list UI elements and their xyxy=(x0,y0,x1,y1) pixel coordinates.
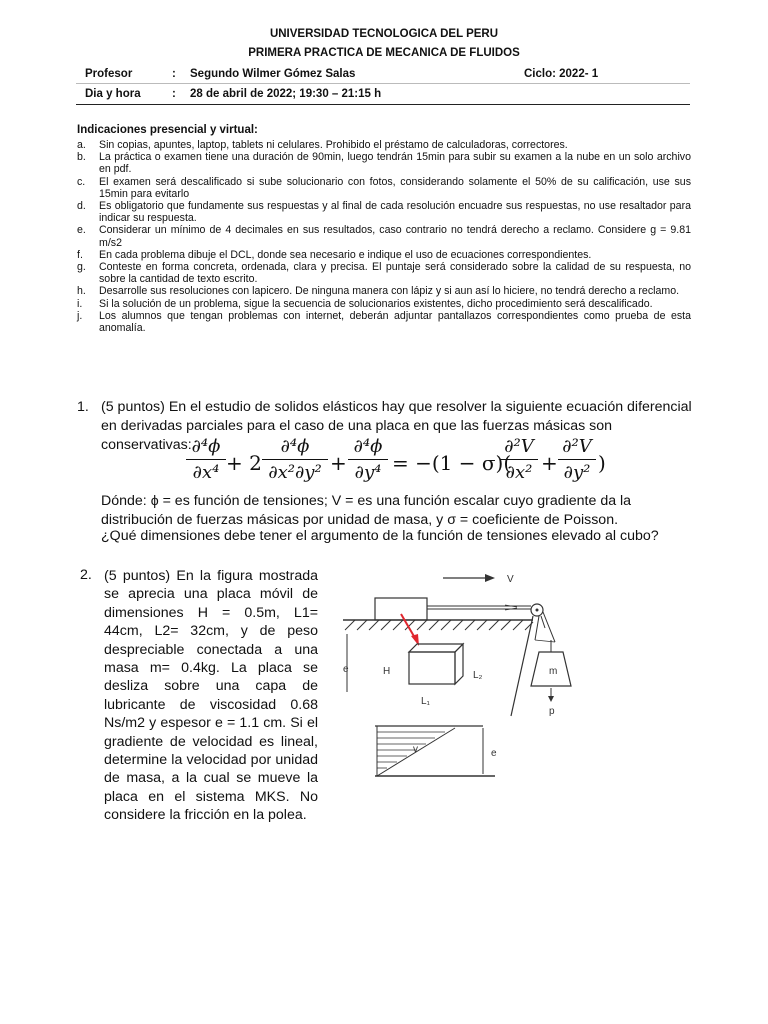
equation-rhs: = −(1 − σ)( xyxy=(392,451,512,475)
equation-term-2 xyxy=(262,436,328,483)
instruction-item xyxy=(77,151,691,175)
plate-box-top xyxy=(409,644,463,652)
term-1-denominator: ∂x⁴ xyxy=(192,462,220,483)
pulley-support xyxy=(511,616,533,716)
instructions-title: Indicaciones presencial y virtual: xyxy=(77,124,258,136)
term-5-numerator: ∂²V xyxy=(562,436,592,457)
label-L1: L₁ xyxy=(421,696,430,707)
equation-term-3 xyxy=(348,436,388,483)
operator-plus: + xyxy=(330,451,347,475)
dia-label: Dia y hora xyxy=(85,88,141,100)
instruction-text: Conteste en forma concreta, ordenada, clara y precisa. El puntaje será considerado sobre la calidad de su respuesta, no sobre la cantidad de texto escrito. xyxy=(99,261,691,286)
instruction-item xyxy=(77,298,691,310)
instruction-letter: a. xyxy=(77,139,86,151)
instruction-item xyxy=(77,224,691,248)
instruction-letter: c. xyxy=(77,175,86,188)
instruction-text: En cada problema dibuje el DCL, donde sea necesario e indique el uso de ecuaciones correspondientes. xyxy=(99,248,592,261)
instruction-letter: h. xyxy=(77,285,86,298)
pde-equation xyxy=(186,436,616,492)
moving-plate xyxy=(375,598,427,620)
dia-colon: : xyxy=(172,88,176,100)
term-1-numerator: ∂⁴ϕ xyxy=(191,436,221,457)
term-4-denominator: ∂x² xyxy=(505,462,533,483)
profile-arrows xyxy=(377,732,445,768)
fraction-bar xyxy=(186,459,226,460)
header-divider-thin xyxy=(76,83,690,84)
header-divider xyxy=(76,104,690,105)
instruction-text: La práctica o examen tiene una duración de 90min, luego tendrán 15min para subir su examen a la nube en un solo archivo en pdf. xyxy=(99,151,691,176)
equation-close-paren: ) xyxy=(598,451,606,475)
operator-plus: + xyxy=(541,451,558,475)
instruction-letter: d. xyxy=(77,200,86,213)
fraction-bar xyxy=(348,459,388,460)
question-1-question: ¿Qué dimensiones debe tener el argumento de la función de tensiones elevado al cubo? xyxy=(101,528,659,544)
question-2-number: 2. xyxy=(80,567,92,583)
label-V: V xyxy=(507,574,514,585)
instruction-item xyxy=(77,285,691,297)
instruction-letter: f. xyxy=(77,248,83,261)
instruction-item xyxy=(77,200,691,224)
instruction-item xyxy=(77,310,691,334)
profesor-label: Profesor xyxy=(85,68,133,80)
plate-pulley-figure xyxy=(335,560,645,792)
equation-term-5 xyxy=(558,436,596,483)
instruction-letter: i. xyxy=(77,297,83,310)
floor-hatch xyxy=(345,620,533,630)
question-1-where: Dónde: ϕ = es función de tensiones; V = es una función escalar cuyo gradiente da la distribución de fuerzas másicas por unidad de masa, y σ = coeficiente de Poisson. xyxy=(101,493,632,528)
instruction-text: El examen será descalificado si sube solucionario con fotos, considerando solamente el 50% de su calificación, use sus 15min para evitarlo xyxy=(99,175,691,200)
operator-plus-2: + 2 xyxy=(226,451,262,475)
equation-term-1 xyxy=(186,436,226,483)
instruction-letter: e. xyxy=(77,224,86,237)
instruction-text: Desarrolle sus resoluciones con lapicero. De ninguna manera con lápiz y si aun así lo hiciere, no tendrá derecho a reclamo. xyxy=(99,285,680,298)
dia-value: 28 de abril de 2022; 19:30 – 21:15 h xyxy=(190,88,382,100)
instruction-text: Considerar un mínimo de 4 decimales en sus resultados, caso contrario no tendrá derecho a reclamo. Considere g = 9.81 m/s2 xyxy=(99,224,691,249)
term-2-denominator: ∂x²∂y² xyxy=(268,462,322,483)
term-3-numerator: ∂⁴ϕ xyxy=(353,436,383,457)
fraction-bar xyxy=(500,459,538,460)
question-1-number: 1. xyxy=(77,399,89,415)
profesor-name: Segundo Wilmer Gómez Salas xyxy=(190,68,356,80)
plate-box-side xyxy=(455,644,463,684)
instruction-item xyxy=(77,139,691,151)
instructions-list xyxy=(77,139,691,334)
term-5-denominator: ∂y² xyxy=(563,462,591,483)
label-e2: e xyxy=(491,748,497,759)
label-e: e xyxy=(343,664,349,675)
cable-hanging xyxy=(535,616,539,640)
red-pointer-arrow xyxy=(401,614,415,638)
velocity-arrow-head xyxy=(485,574,495,582)
exam-title: PRIMERA PRACTICA DE MECANICA DE FLUIDOS xyxy=(248,47,520,59)
instruction-letter: g. xyxy=(77,261,86,274)
profile-linear xyxy=(377,728,455,776)
instruction-text: Los alumnos que tengan problemas con internet, deberán adjuntar pantallazos correspondientes como prueba de esta anomalía. xyxy=(99,309,691,335)
label-H: H xyxy=(383,666,391,677)
instruction-text: Es obligatorio que fundamente sus respuestas y al final de cada resolución encuadre sus respuestas, no use resaltador para indicar su respuesta. xyxy=(99,200,691,225)
university-name: UNIVERSIDAD TECNOLOGICA DEL PERU xyxy=(269,28,499,40)
equation-term-4 xyxy=(500,436,538,483)
instruction-item xyxy=(77,261,691,285)
plate-box-front xyxy=(409,652,455,684)
label-v: v xyxy=(413,744,418,755)
label-m: m xyxy=(549,666,558,677)
fraction-bar xyxy=(558,459,596,460)
question-1-text: (5 puntos) En el estudio de solidos elásticos hay que resolver la siguiente ecuación diferencial en derivadas parciales para el caso de una placa en que las fuerzas másicas son conservativas: xyxy=(101,399,692,453)
instruction-letter: j. xyxy=(77,309,83,322)
fraction-bar xyxy=(262,459,328,460)
instruction-letter: b. xyxy=(77,151,86,164)
term-2-numerator: ∂⁴ϕ xyxy=(280,436,310,457)
instruction-text: Sin copias, apuntes, laptop, tablets ni celulares. Prohibido el préstamo de calculadoras, correctores. xyxy=(99,139,568,151)
instruction-text: Si la solución de un problema, sigue la secuencia de solucionarios existentes, dicho procedimiento será descalificado. xyxy=(99,297,653,310)
profesor-colon: : xyxy=(172,68,176,80)
instruction-item xyxy=(77,176,691,200)
label-L2: L₂ xyxy=(473,670,483,681)
ciclo: Ciclo: 2022- 1 xyxy=(524,68,599,80)
instruction-item xyxy=(77,249,691,261)
label-p: p xyxy=(549,706,555,717)
term-3-denominator: ∂y⁴ xyxy=(354,462,382,483)
term-4-numerator: ∂²V xyxy=(504,436,534,457)
question-2-text: (5 puntos) En la figura mostrada se aprecia una placa móvil de dimensiones H = 0.5m, L1= 44cm, L2= 32cm, y de peso despreciable conectada a una masa m= 0.4kg. La placa se desliza sobre una capa de lubricante de viscosidad 0.68 Ns/m2 y espesor e = 1.1 cm. Si el gradiente de velocidad es lineal, determine la velocidad por unidad de masa, a la cual se mueve la placa en el sistema MKS. No considere la fricción en la polea. xyxy=(104,568,318,824)
